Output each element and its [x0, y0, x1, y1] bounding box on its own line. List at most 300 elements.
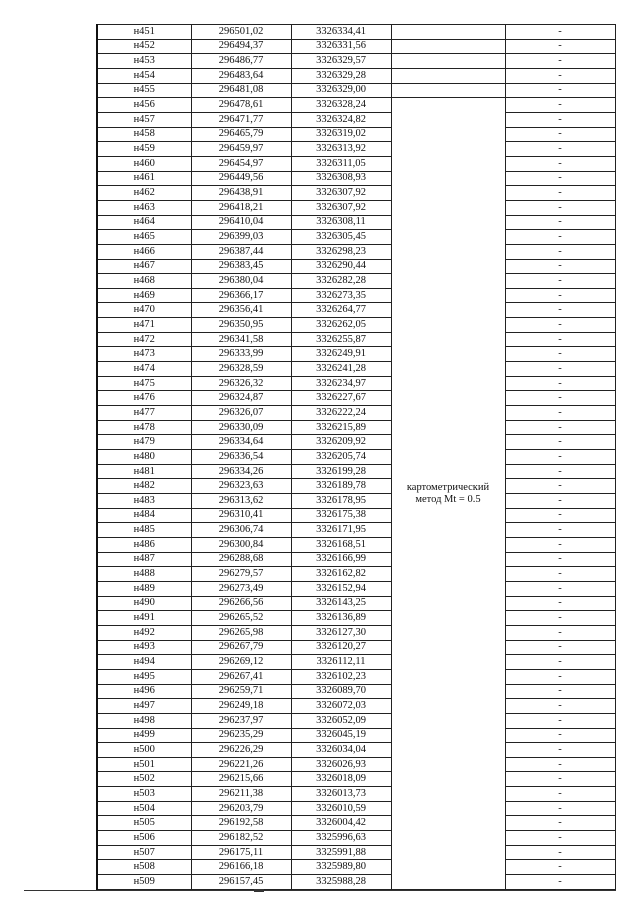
point-name-cell: н506 [97, 831, 191, 846]
coord-x-cell: 296265,98 [191, 625, 291, 640]
coord-y-cell: 3326162,82 [291, 567, 391, 582]
accuracy-cell: - [505, 230, 615, 245]
coord-x-cell: 296313,62 [191, 494, 291, 509]
point-name-cell: н457 [97, 112, 191, 127]
point-name-cell: н478 [97, 420, 191, 435]
point-name-cell: н466 [97, 244, 191, 259]
coord-x-cell: 296306,74 [191, 523, 291, 538]
point-name-cell: н500 [97, 743, 191, 758]
coord-y-cell: 3325989,80 [291, 860, 391, 875]
point-name-cell: н468 [97, 274, 191, 289]
table-row [97, 699, 615, 714]
coord-y-cell: 3326307,92 [291, 186, 391, 201]
coord-y-cell: 3326168,51 [291, 537, 391, 552]
coord-y-cell: 3326189,78 [291, 479, 391, 494]
coord-y-cell: 3326102,23 [291, 669, 391, 684]
table-row [97, 537, 615, 552]
method-text-line: картометрический [406, 481, 490, 493]
point-name-cell: н474 [97, 362, 191, 377]
accuracy-cell: - [505, 479, 615, 494]
table-row [97, 801, 615, 816]
coord-x-cell: 296481,08 [191, 83, 291, 98]
table-row [97, 684, 615, 699]
point-name-cell: н502 [97, 772, 191, 787]
table-row [97, 494, 615, 509]
coord-x-cell: 296166,18 [191, 860, 291, 875]
table-row [97, 508, 615, 523]
coord-y-cell: 3326072,03 [291, 699, 391, 714]
coord-y-cell: 3326241,28 [291, 362, 391, 377]
point-name-cell: н489 [97, 581, 191, 596]
accuracy-cell: - [505, 127, 615, 142]
accuracy-cell: - [505, 376, 615, 391]
coord-y-cell: 3326215,89 [291, 420, 391, 435]
coord-y-cell: 3326324,82 [291, 112, 391, 127]
point-name-cell: н459 [97, 142, 191, 157]
coord-x-cell: 296324,87 [191, 391, 291, 406]
point-name-cell: н504 [97, 801, 191, 816]
coord-x-cell: 296203,79 [191, 801, 291, 816]
point-name-cell: н490 [97, 596, 191, 611]
coord-x-cell: 296288,68 [191, 552, 291, 567]
point-name-cell: н482 [97, 479, 191, 494]
table-row [97, 406, 615, 421]
table-row [97, 625, 615, 640]
point-name-cell: н508 [97, 860, 191, 875]
accuracy-cell: - [505, 244, 615, 259]
table-row [97, 112, 615, 127]
table-row [97, 303, 615, 318]
accuracy-cell: - [505, 391, 615, 406]
table-row [97, 391, 615, 406]
accuracy-cell: - [505, 845, 615, 860]
table-row [97, 596, 615, 611]
point-name-cell: н509 [97, 875, 191, 890]
coord-x-cell: 296471,77 [191, 112, 291, 127]
coord-x-cell: 296300,84 [191, 537, 291, 552]
accuracy-cell: - [505, 303, 615, 318]
point-name-cell: н492 [97, 625, 191, 640]
point-name-cell: н453 [97, 54, 191, 69]
accuracy-cell: - [505, 508, 615, 523]
accuracy-cell: - [505, 552, 615, 567]
coord-y-cell: 3326249,91 [291, 347, 391, 362]
coord-y-cell: 3326112,11 [291, 655, 391, 670]
table-row [97, 567, 615, 582]
coord-x-cell: 296399,03 [191, 230, 291, 245]
accuracy-cell: - [505, 39, 615, 54]
coord-y-cell: 3326052,09 [291, 713, 391, 728]
table-row [97, 552, 615, 567]
coord-y-cell: 3326175,38 [291, 508, 391, 523]
coord-x-cell: 296211,38 [191, 787, 291, 802]
coord-x-cell: 296266,56 [191, 596, 291, 611]
table-row [97, 68, 615, 83]
accuracy-cell: - [505, 787, 615, 802]
accuracy-cell: - [505, 860, 615, 875]
table-row [97, 831, 615, 846]
coord-x-cell: 296380,04 [191, 274, 291, 289]
coord-y-cell: 3326143,25 [291, 596, 391, 611]
point-name-cell: н472 [97, 332, 191, 347]
coord-y-cell: 3326307,92 [291, 200, 391, 215]
accuracy-cell: - [505, 200, 615, 215]
coord-y-cell: 3326166,99 [291, 552, 391, 567]
table-row [97, 347, 615, 362]
accuracy-cell: - [505, 494, 615, 509]
coord-y-cell: 3326319,02 [291, 127, 391, 142]
point-name-cell: н452 [97, 39, 191, 54]
point-name-cell: н494 [97, 655, 191, 670]
point-name-cell: н473 [97, 347, 191, 362]
coord-y-cell: 3326205,74 [291, 450, 391, 465]
table-row [97, 83, 615, 98]
coord-y-cell: 3326018,09 [291, 772, 391, 787]
accuracy-cell: - [505, 728, 615, 743]
table-row [97, 376, 615, 391]
coord-x-cell: 296237,97 [191, 713, 291, 728]
coord-y-cell: 3326222,24 [291, 406, 391, 421]
accuracy-cell: - [505, 318, 615, 333]
coord-y-cell: 3326313,92 [291, 142, 391, 157]
table-row [97, 816, 615, 831]
table-row [97, 332, 615, 347]
coord-y-cell: 3325996,63 [291, 831, 391, 846]
table-row [97, 288, 615, 303]
coord-x-cell: 296273,49 [191, 581, 291, 596]
coord-x-cell: 296235,29 [191, 728, 291, 743]
coord-y-cell: 3326026,93 [291, 757, 391, 772]
point-name-cell: н497 [97, 699, 191, 714]
accuracy-cell: - [505, 112, 615, 127]
coord-x-cell: 296279,57 [191, 567, 291, 582]
point-name-cell: н467 [97, 259, 191, 274]
coord-y-cell: 3326328,24 [291, 98, 391, 113]
point-name-cell: н464 [97, 215, 191, 230]
coord-x-cell: 296418,21 [191, 200, 291, 215]
accuracy-cell: - [505, 98, 615, 113]
method-cell-empty [391, 68, 505, 83]
coord-y-cell: 3326329,28 [291, 68, 391, 83]
coord-y-cell: 3326034,04 [291, 743, 391, 758]
accuracy-cell: - [505, 581, 615, 596]
coord-y-cell: 3326209,92 [291, 435, 391, 450]
point-name-cell: н501 [97, 757, 191, 772]
accuracy-cell: - [505, 450, 615, 465]
coord-y-cell: 3325988,28 [291, 875, 391, 890]
coord-x-cell: 296269,12 [191, 655, 291, 670]
coord-y-cell: 3326273,35 [291, 288, 391, 303]
coord-y-cell: 3326308,11 [291, 215, 391, 230]
coord-x-cell: 296501,02 [191, 25, 291, 40]
accuracy-cell: - [505, 757, 615, 772]
accuracy-cell: - [505, 25, 615, 40]
table-row [97, 640, 615, 655]
accuracy-cell: - [505, 171, 615, 186]
table-row [97, 845, 615, 860]
point-name-cell: н469 [97, 288, 191, 303]
coord-x-cell: 296265,52 [191, 611, 291, 626]
accuracy-cell: - [505, 640, 615, 655]
coord-y-cell: 3326010,59 [291, 801, 391, 816]
coord-x-cell: 296333,99 [191, 347, 291, 362]
accuracy-cell: - [505, 611, 615, 626]
coord-y-cell: 3326329,57 [291, 54, 391, 69]
coord-x-cell: 296387,44 [191, 244, 291, 259]
point-name-cell: н454 [97, 68, 191, 83]
accuracy-cell: - [505, 464, 615, 479]
accuracy-cell: - [505, 83, 615, 98]
table-row [97, 655, 615, 670]
point-name-cell: н477 [97, 406, 191, 421]
point-name-cell: н505 [97, 816, 191, 831]
coord-x-cell: 296336,54 [191, 450, 291, 465]
coord-x-cell: 296494,37 [191, 39, 291, 54]
table-row [97, 230, 615, 245]
method-text-line: метод Mt = 0.5 [415, 493, 481, 505]
accuracy-cell: - [505, 420, 615, 435]
coord-x-cell: 296478,61 [191, 98, 291, 113]
point-name-cell: н460 [97, 156, 191, 171]
point-name-cell: н475 [97, 376, 191, 391]
coord-x-cell: 296267,41 [191, 669, 291, 684]
point-name-cell: н479 [97, 435, 191, 450]
table-row [97, 142, 615, 157]
coord-x-cell: 296465,79 [191, 127, 291, 142]
accuracy-cell: - [505, 713, 615, 728]
accuracy-cell: - [505, 274, 615, 289]
table-row [97, 581, 615, 596]
accuracy-cell: - [505, 435, 615, 450]
coord-y-cell: 3326311,05 [291, 156, 391, 171]
accuracy-cell: - [505, 347, 615, 362]
table-row [97, 127, 615, 142]
accuracy-cell: - [505, 406, 615, 421]
table-row [97, 25, 615, 40]
coord-y-cell: 3326089,70 [291, 684, 391, 699]
coord-x-cell: 296192,58 [191, 816, 291, 831]
coord-y-cell: 3326331,56 [291, 39, 391, 54]
accuracy-cell: - [505, 186, 615, 201]
point-name-cell: н495 [97, 669, 191, 684]
coord-x-cell: 296326,32 [191, 376, 291, 391]
point-name-cell: н481 [97, 464, 191, 479]
coord-y-cell: 3326264,77 [291, 303, 391, 318]
coord-y-cell: 3326045,19 [291, 728, 391, 743]
point-name-cell: н491 [97, 611, 191, 626]
accuracy-cell: - [505, 831, 615, 846]
coord-x-cell: 296356,41 [191, 303, 291, 318]
coord-y-cell: 3326255,87 [291, 332, 391, 347]
coord-x-cell: 296383,45 [191, 259, 291, 274]
coord-x-cell: 296175,11 [191, 845, 291, 860]
page-bottom-rule [24, 890, 616, 891]
table-row [97, 171, 615, 186]
point-name-cell: н476 [97, 391, 191, 406]
coord-y-cell: 3326013,73 [291, 787, 391, 802]
accuracy-cell: - [505, 142, 615, 157]
table-row [97, 98, 615, 113]
accuracy-cell: - [505, 537, 615, 552]
table-row [97, 728, 615, 743]
table-row [97, 156, 615, 171]
accuracy-cell: - [505, 772, 615, 787]
accuracy-cell: - [505, 259, 615, 274]
coord-x-cell: 296438,91 [191, 186, 291, 201]
table-row [97, 669, 615, 684]
method-cell-empty [391, 39, 505, 54]
coord-x-cell: 296310,41 [191, 508, 291, 523]
table-row [97, 875, 615, 890]
table-row [97, 200, 615, 215]
point-name-cell: н483 [97, 494, 191, 509]
table-row [97, 787, 615, 802]
point-name-cell: н455 [97, 83, 191, 98]
table-row [97, 713, 615, 728]
coord-y-cell: 3326178,95 [291, 494, 391, 509]
accuracy-cell: - [505, 743, 615, 758]
coord-x-cell: 296182,52 [191, 831, 291, 846]
accuracy-cell: - [505, 567, 615, 582]
table-row [97, 259, 615, 274]
accuracy-cell: - [505, 684, 615, 699]
table-row [97, 435, 615, 450]
method-cell-empty [391, 25, 505, 40]
coord-y-cell: 3326136,89 [291, 611, 391, 626]
coord-y-cell: 3326290,44 [291, 259, 391, 274]
table-row [97, 611, 615, 626]
accuracy-cell: - [505, 288, 615, 303]
accuracy-cell: - [505, 816, 615, 831]
coord-x-cell: 296486,77 [191, 54, 291, 69]
table-row [97, 743, 615, 758]
coord-x-cell: 296157,45 [191, 875, 291, 890]
accuracy-cell: - [505, 596, 615, 611]
point-name-cell: н499 [97, 728, 191, 743]
coord-x-cell: 296323,63 [191, 479, 291, 494]
coord-x-cell: 296334,26 [191, 464, 291, 479]
table-row [97, 215, 615, 230]
coord-x-cell: 296330,09 [191, 420, 291, 435]
table-row [97, 772, 615, 787]
table-row [97, 54, 615, 69]
accuracy-cell: - [505, 362, 615, 377]
point-name-cell: н458 [97, 127, 191, 142]
coord-y-cell: 3326004,42 [291, 816, 391, 831]
point-name-cell: н485 [97, 523, 191, 538]
coord-x-cell: 296350,95 [191, 318, 291, 333]
point-name-cell: н451 [97, 25, 191, 40]
coord-y-cell: 3326262,05 [291, 318, 391, 333]
coord-x-cell: 296221,26 [191, 757, 291, 772]
table-row [97, 464, 615, 479]
table-row [97, 274, 615, 289]
accuracy-cell: - [505, 699, 615, 714]
point-name-cell: н462 [97, 186, 191, 201]
accuracy-cell: - [505, 54, 615, 69]
table-row [97, 479, 615, 494]
coordinates-table-body [97, 25, 615, 890]
point-name-cell: н493 [97, 640, 191, 655]
coord-x-cell: 296410,04 [191, 215, 291, 230]
coord-y-cell: 3326120,27 [291, 640, 391, 655]
point-name-cell: н487 [97, 552, 191, 567]
coord-y-cell: 3326298,23 [291, 244, 391, 259]
accuracy-cell: - [505, 332, 615, 347]
coord-x-cell: 296215,66 [191, 772, 291, 787]
coord-y-cell: 3326282,28 [291, 274, 391, 289]
point-name-cell: н456 [97, 98, 191, 113]
point-name-cell: н507 [97, 845, 191, 860]
table-row [97, 186, 615, 201]
point-name-cell: н496 [97, 684, 191, 699]
coord-x-cell: 296454,97 [191, 156, 291, 171]
coord-x-cell: 296483,64 [191, 68, 291, 83]
point-name-cell: н488 [97, 567, 191, 582]
coordinates-table [96, 24, 616, 890]
accuracy-cell: - [505, 625, 615, 640]
point-name-cell: н463 [97, 200, 191, 215]
table-row [97, 860, 615, 875]
table-row [97, 244, 615, 259]
coord-x-cell: 296449,56 [191, 171, 291, 186]
table-row [97, 362, 615, 377]
coord-x-cell: 296328,59 [191, 362, 291, 377]
coord-y-cell: 3326234,97 [291, 376, 391, 391]
coord-x-cell: 296326,07 [191, 406, 291, 421]
coord-x-cell: 296267,79 [191, 640, 291, 655]
method-cell-empty [391, 54, 505, 69]
accuracy-cell: - [505, 875, 615, 890]
accuracy-cell: - [505, 215, 615, 230]
accuracy-cell: - [505, 655, 615, 670]
method-cell-empty [391, 83, 505, 98]
accuracy-cell: - [505, 156, 615, 171]
coord-y-cell: 3326152,94 [291, 581, 391, 596]
point-name-cell: н465 [97, 230, 191, 245]
table-row [97, 523, 615, 538]
table-row [97, 757, 615, 772]
accuracy-cell: - [505, 523, 615, 538]
table-row [97, 420, 615, 435]
point-name-cell: н480 [97, 450, 191, 465]
table-row [97, 450, 615, 465]
point-name-cell: н498 [97, 713, 191, 728]
accuracy-cell: - [505, 801, 615, 816]
coord-y-cell: 3326227,67 [291, 391, 391, 406]
table-row [97, 318, 615, 333]
coord-x-cell: 296226,29 [191, 743, 291, 758]
coord-y-cell: 3325991,88 [291, 845, 391, 860]
coord-y-cell: 3326171,95 [291, 523, 391, 538]
coord-y-cell: 3326308,93 [291, 171, 391, 186]
coord-y-cell: 3326127,30 [291, 625, 391, 640]
point-name-cell: н461 [97, 171, 191, 186]
accuracy-cell: - [505, 68, 615, 83]
coord-x-cell: 296249,18 [191, 699, 291, 714]
coord-y-cell: 3326305,45 [291, 230, 391, 245]
coord-x-cell: 296259,71 [191, 684, 291, 699]
coord-y-cell: 3326199,28 [291, 464, 391, 479]
coord-x-cell: 296341,58 [191, 332, 291, 347]
point-name-cell: н470 [97, 303, 191, 318]
coord-x-cell: 296459,97 [191, 142, 291, 157]
coord-y-cell: 3326334,41 [291, 25, 391, 40]
coord-x-cell: 296334,64 [191, 435, 291, 450]
point-name-cell: н486 [97, 537, 191, 552]
method-cell [391, 98, 505, 889]
table-row [97, 39, 615, 54]
